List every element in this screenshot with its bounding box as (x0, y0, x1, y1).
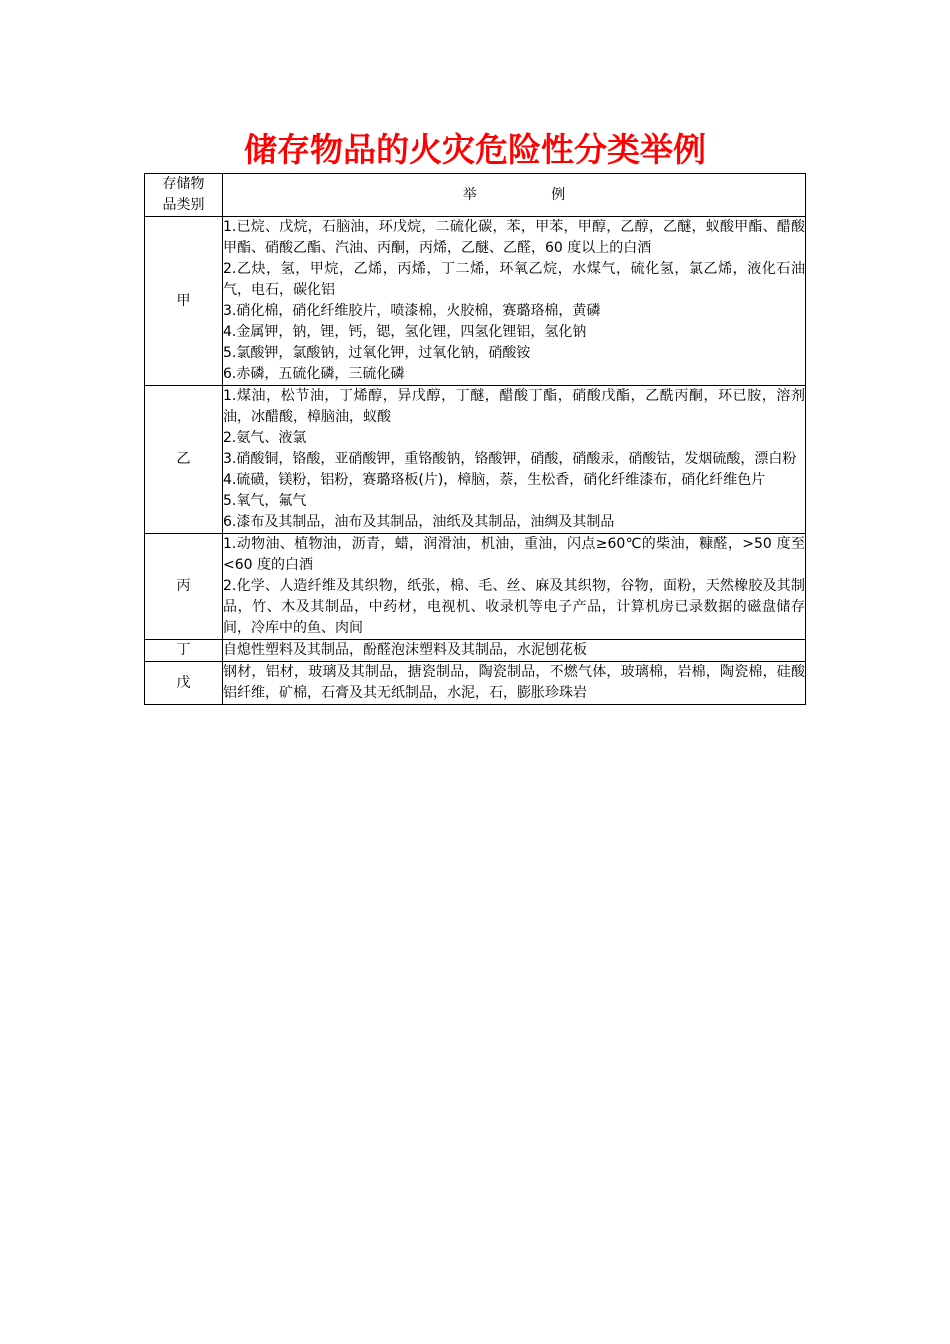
table-row-ding (145, 640, 806, 662)
example-item: 1.动物油、植物油，沥青，蜡，润滑油，机油，重油，闪点≥60℃的柴油，糠醛，>50 度至<60 度的白酒 (223, 536, 805, 573)
table-row-wu (145, 662, 806, 705)
category-cell: 乙 (145, 386, 223, 534)
example-item: 2.乙炔，氢，甲烷，乙烯，丙烯，丁二烯，环氧乙烷，水煤气，硫化氢，氯乙烯，液化石油气，电石，碳化铝 (223, 261, 805, 298)
header-category-line2: 品类别 (162, 197, 205, 213)
category-cell: 丁 (145, 640, 223, 662)
category-cell: 丙 (145, 534, 223, 640)
category-cell: 戊 (145, 662, 223, 705)
page-title: 储存物品的火灾危险性分类举例 (244, 130, 706, 169)
header-examples-cell: 举 例 (223, 174, 806, 217)
example-item: 3.硝酸铜，铬酸，亚硝酸钾，重铬酸钠，铬酸钾，硝酸，硝酸汞，硝酸钴，发烟硫酸，漂白粉 (223, 451, 797, 467)
example-item: 2.氨气、液氯 (223, 430, 307, 446)
example-item: 5.氯酸钾，氯酸钠，过氧化钾，过氧化钠，硝酸铵 (223, 345, 531, 361)
example-item: 5.氧气，氟气 (223, 493, 307, 509)
header-category-cell (145, 174, 223, 217)
example-item: 自熄性塑料及其制品，酚醛泡沫塑料及其制品，水泥刨花板 (223, 642, 587, 658)
table-row-bing (145, 534, 806, 640)
examples-cell (223, 217, 806, 386)
examples-cell (223, 534, 806, 640)
table-row-yi (145, 386, 806, 534)
example-item: 6.赤磷，五硫化磷，三硫化磷 (223, 366, 405, 382)
table-header-row (145, 174, 806, 217)
header-category-line1: 存储物 (162, 176, 205, 192)
example-item: 1.已烷、戊烷，石脑油，环戊烷，二硫化碳，苯，甲苯，甲醇，乙醇，乙醚，蚁酸甲酯、醋酸甲酯、硝酸乙酯、汽油、丙酮，丙烯，乙醚、乙醛，60 度以上的白酒 (223, 219, 805, 256)
example-item: 3.硝化棉，硝化纤维胶片，喷漆棉，火胶棉，赛璐珞棉，黄磷 (223, 303, 601, 319)
example-item: 6.漆布及其制品，油布及其制品，油纸及其制品，油绸及其制品 (223, 514, 615, 530)
category-cell: 甲 (145, 217, 223, 386)
example-item: 4.硫磺，镁粉，铝粉，赛璐珞板(片)，樟脑，萘，生松香，硝化纤维漆布，硝化纤维色片 (223, 472, 766, 488)
example-item: 2.化学、人造纤维及其织物，纸张，棉、毛、丝、麻及其织物，谷物，面粉，天然橡胶及其制品，竹、木及其制品，中药材，电视机、收录机等电子产品，计算机房已录数据的磁盘储存间，冷库中的鱼、肉间 (223, 578, 805, 636)
examples-cell (223, 386, 806, 534)
example-item: 1.煤油，松节油，丁烯醇，异戊醇，丁醚，醋酸丁酯，硝酸戊酯，乙酰丙酮，环已胺，溶剂油，冰醋酸，樟脑油，蚁酸 (223, 388, 805, 425)
examples-cell (223, 640, 806, 662)
example-item: 钢材，铝材，玻璃及其制品，搪瓷制品，陶瓷制品，不燃气体，玻璃棉，岩棉，陶瓷棉，硅酸铝纤维，矿棉，石膏及其无纸制品，水泥，石，膨胀珍珠岩 (223, 664, 805, 701)
hazard-classification-table (144, 173, 806, 705)
table-row-jia (145, 217, 806, 386)
example-item: 4.金属钾，钠，锂，钙，锶，氢化锂，四氢化锂铝，氢化钠 (223, 324, 587, 340)
examples-cell (223, 662, 806, 705)
